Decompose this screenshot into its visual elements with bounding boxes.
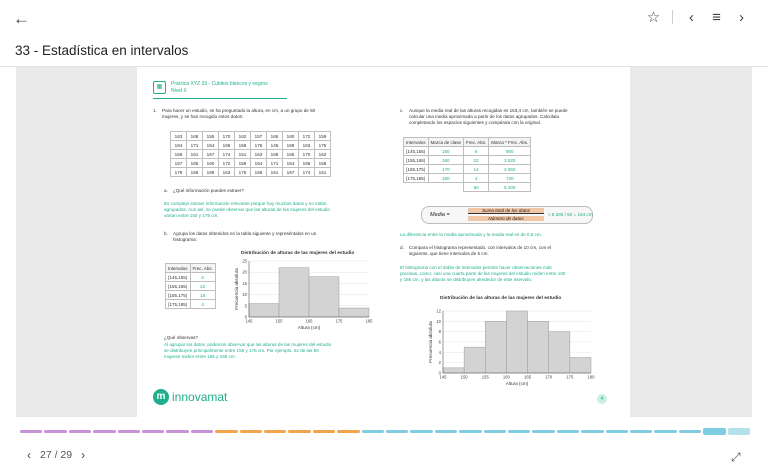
observe-answer-line2: se distribuyen principalmente entre 155 y 175 cm. Por ejemplo, 22 de las 50 — [164, 348, 319, 353]
table-cell: 151 — [235, 150, 251, 159]
histogram-bar — [443, 368, 464, 373]
table-cell: 169 — [203, 168, 219, 177]
table-row — [171, 150, 331, 159]
histogram-2-title: Distribución de las alturas de las mujeres del estudio — [440, 296, 562, 301]
histogram-bar — [506, 311, 527, 373]
class-mark-cell: 150 — [428, 147, 464, 156]
observe-answer-line1: Al agrupar los datos, podemos observar que las alturas de las mujeres del estudio — [164, 342, 332, 347]
menu-icon[interactable]: ≡ — [712, 8, 721, 26]
table-cell: 165 — [267, 132, 283, 141]
slide-stage — [16, 67, 752, 417]
interval-cell: [155,165) — [166, 282, 191, 291]
frequency-cell: 4 — [464, 174, 489, 183]
class-header-freq: Frec. Abs. — [464, 138, 489, 147]
table-cell: 163 — [299, 141, 315, 150]
table-cell: 174 — [219, 150, 235, 159]
y-tick-label: 10 — [242, 292, 247, 298]
progress-segment[interactable] — [679, 430, 701, 433]
pager-counter: 27 / 29 — [40, 449, 73, 461]
table-cell: 161 — [187, 150, 203, 159]
frequency-cell: 14 — [464, 165, 489, 174]
table-cell: 154 — [283, 159, 299, 168]
histogram-bar — [464, 347, 485, 373]
q1-number: 1. — [153, 108, 157, 113]
qd-answer — [400, 265, 625, 283]
x-tick-label: 145 — [245, 318, 253, 324]
cubes-icon: ▦ — [153, 81, 166, 94]
observe-answer-line3: mujeres miden entre 155 y 165 cm. — [164, 354, 237, 359]
prev-page-icon[interactable]: ‹ — [689, 8, 694, 26]
qd-text-line1: Compara el histograma representado, con intervalos de 10 cm, con el — [409, 245, 551, 250]
interval-cell: [145,155) — [404, 147, 429, 156]
x-tick-label: 175 — [566, 374, 574, 380]
qb-text-line2: histograma: — [173, 237, 198, 242]
interval-cell: [165,175) — [166, 291, 191, 300]
progress-segment[interactable] — [484, 430, 506, 433]
table-cell: 155 — [283, 150, 299, 159]
table-cell: 168 — [267, 150, 283, 159]
table-row — [404, 147, 531, 156]
histogram-bar — [528, 321, 549, 373]
header-level: Nivel X — [171, 88, 187, 94]
frequency-table — [165, 263, 216, 309]
class-header-mark: Marca de clase — [428, 138, 464, 147]
frequency-cell: 22 — [464, 156, 489, 165]
class-header-intervals: Intervalos — [404, 138, 429, 147]
header-title: Práctica XYZ 33 - Cubitos blancos y negros — [171, 81, 268, 87]
y-axis-label: Frecuencia absoluta — [234, 268, 239, 310]
qd-text — [409, 245, 624, 257]
pager — [27, 448, 85, 462]
fullscreen-icon[interactable]: ⤢ — [731, 450, 741, 464]
qc-text — [409, 108, 624, 126]
table-cell: 169 — [283, 141, 299, 150]
histogram-2 — [417, 303, 597, 393]
table-row — [404, 156, 531, 165]
formula-result: ≈ 8 200 / 50 = 164 cm — [548, 212, 593, 217]
table-cell: 162 — [235, 132, 251, 141]
qd-answer-line1: El histograma con el doble de intervalos permite hacer observaciones más — [400, 265, 552, 270]
table-cell: 160 — [203, 159, 219, 168]
table-cell: 179 — [171, 168, 187, 177]
progress-segment[interactable] — [191, 430, 213, 433]
worksheet-header — [153, 80, 287, 99]
histogram-bar — [485, 321, 506, 373]
x-tick-label: 155 — [275, 318, 283, 324]
product-cell: 900 — [489, 147, 531, 156]
logo-mark: m — [153, 389, 169, 405]
empty-cell — [428, 183, 464, 192]
y-tick-label: 5 — [244, 303, 247, 309]
progress-segment[interactable] — [532, 430, 554, 433]
progress-segment[interactable] — [435, 430, 457, 433]
qa-answer-line2: agrupados. Aun así, se puede observar que las alturas de las mujeres del estudio — [164, 207, 330, 212]
progress-segment[interactable] — [410, 430, 432, 433]
class-header-product: Marca * Frec. Abs. — [489, 138, 531, 147]
y-tick-label: 0 — [244, 314, 247, 320]
x-tick-label: 170 — [545, 374, 553, 380]
histogram-bar — [249, 304, 279, 317]
table-row — [171, 168, 331, 177]
product-cell: 2 060 — [489, 165, 531, 174]
table-cell: 166 — [219, 141, 235, 150]
table-row — [171, 132, 331, 141]
freq-header-count: Frec. Abs. — [190, 264, 215, 273]
y-tick-label: 15 — [242, 280, 247, 286]
qb-text — [173, 231, 373, 243]
progress-segment[interactable] — [557, 430, 579, 433]
x-tick-label: 180 — [587, 374, 595, 380]
table-cell: 159 — [315, 132, 331, 141]
table-cell: 158 — [315, 159, 331, 168]
table-cell: 157 — [251, 132, 267, 141]
table-cell: 174 — [299, 168, 315, 177]
histogram-bar — [570, 358, 591, 374]
progress-segment[interactable] — [386, 430, 408, 433]
x-axis-label: Altura (cm) — [505, 381, 529, 386]
table-cell: 160 — [283, 132, 299, 141]
qd-answer-line2: precisas, como: casi una cuarta parte de las mujeres del estudio miden entre 160 — [400, 271, 566, 276]
table-cell: 163 — [171, 132, 187, 141]
class-mark-cell: 170 — [428, 165, 464, 174]
progress-segment[interactable] — [288, 430, 310, 433]
x-tick-label: 165 — [305, 318, 313, 324]
table-cell: 170 — [219, 132, 235, 141]
progress-segment[interactable] — [44, 430, 66, 433]
q1-text-line2: mujeres, y se han recogido estos datos: — [162, 114, 244, 119]
class-mark-cell: 180 — [428, 174, 464, 183]
frequency-cell: 6 — [190, 273, 215, 282]
progress-segment[interactable] — [362, 430, 384, 433]
logo-text: innovamat — [172, 390, 228, 404]
page-title: 33 - Estadística en intervalos — [15, 43, 189, 58]
qc-answer: La diferencia entre la media aproximada y la media real es de 0,6 cm. — [400, 232, 542, 237]
table-cell: 154 — [203, 141, 219, 150]
qa-answer — [164, 201, 384, 219]
observe-answer — [164, 342, 384, 360]
totals-row — [404, 183, 531, 192]
q1-text — [162, 108, 377, 120]
table-cell: 165 — [187, 159, 203, 168]
toolbar-divider — [672, 10, 673, 24]
qc-text-line3: completando los espacios siguientes y compárala con la original. — [409, 120, 542, 125]
innovamat-logo — [153, 389, 227, 405]
progress-segment[interactable] — [142, 430, 164, 433]
x-tick-label: 145 — [439, 374, 447, 380]
histogram-1 — [229, 255, 379, 331]
class-mark-table — [403, 137, 531, 192]
table-cell: 156 — [171, 150, 187, 159]
frequency-cell: 6 — [464, 147, 489, 156]
table-cell: 145 — [267, 141, 283, 150]
y-tick-label: 4 — [438, 349, 441, 355]
x-tick-label: 165 — [524, 374, 532, 380]
progress-segment[interactable] — [69, 430, 91, 433]
table-cell: 164 — [251, 159, 267, 168]
table-cell: 151 — [315, 168, 331, 177]
interval-cell: [145,155) — [166, 273, 191, 282]
frequency-cell: 18 — [190, 291, 215, 300]
top-bar — [0, 0, 768, 36]
table-cell: 163 — [251, 150, 267, 159]
progress-segment[interactable] — [240, 430, 262, 433]
table-cell: 163 — [219, 168, 235, 177]
observe-question: ¿Qué observas? — [164, 335, 198, 340]
table-cell: 170 — [299, 150, 315, 159]
table-cell: 157 — [171, 159, 187, 168]
formula-label: Media = — [430, 212, 450, 218]
table-cell: 162 — [315, 150, 331, 159]
qd-label: d. — [400, 245, 404, 250]
pager-next-icon[interactable]: › — [81, 448, 86, 462]
histogram-1-title: Distribución de alturas de las mujeres del estudio — [241, 251, 355, 256]
table-row — [404, 174, 531, 183]
table-row — [404, 165, 531, 174]
table-cell: 175 — [315, 141, 331, 150]
table-cell: 155 — [203, 132, 219, 141]
progress-segment[interactable] — [264, 430, 286, 433]
x-tick-label: 150 — [460, 374, 468, 380]
y-axis-label: Frecuencia absoluta — [428, 321, 433, 363]
table-cell: 167 — [203, 150, 219, 159]
empty-cell — [404, 183, 429, 192]
total-product-cell: 8 200 — [489, 183, 531, 192]
table-row — [166, 273, 216, 282]
q1-text-line1: Para hacer un estudio, se ha preguntado la altura, en cm, a un grupo de 50 — [162, 108, 316, 113]
table-cell: 158 — [235, 141, 251, 150]
class-mark-cell: 160 — [428, 156, 464, 165]
table-cell: 156 — [251, 168, 267, 177]
table-row — [171, 141, 331, 150]
progress-segment[interactable] — [703, 428, 725, 435]
interval-cell: [155,165) — [404, 156, 429, 165]
progress-segment[interactable] — [118, 430, 140, 433]
table-row — [166, 300, 216, 309]
y-tick-label: 10 — [436, 318, 441, 324]
table-cell: 175 — [235, 168, 251, 177]
back-arrow-icon[interactable]: ← — [13, 9, 30, 28]
y-tick-label: 8 — [438, 329, 441, 335]
histogram-bar — [549, 332, 570, 373]
formula-denominator: Número de datos — [468, 216, 544, 221]
qc-text-line1: Aunque la media real de las alturas recogidas es 163,4 cm, también se puede — [409, 108, 568, 113]
table-cell: 172 — [219, 159, 235, 168]
table-cell: 164 — [171, 141, 187, 150]
product-cell: 720 — [489, 174, 531, 183]
product-cell: 3 520 — [489, 156, 531, 165]
x-axis-label: Altura (cm) — [297, 325, 321, 330]
frequency-cell: 4 — [190, 300, 215, 309]
y-tick-label: 6 — [438, 339, 441, 345]
histogram-bar — [279, 268, 309, 317]
toolbar-right — [641, 8, 754, 26]
interval-cell: [165,175) — [404, 165, 429, 174]
worksheet-page — [137, 67, 630, 417]
pager-prev-icon[interactable]: ‹ — [27, 448, 31, 462]
progress-segment[interactable] — [166, 430, 188, 433]
x-tick-label: 185 — [365, 318, 373, 324]
progress-segment[interactable] — [93, 430, 115, 433]
table-cell: 172 — [299, 132, 315, 141]
table-row — [166, 282, 216, 291]
table-cell: 167 — [283, 168, 299, 177]
mean-formula — [421, 206, 593, 224]
qb-label: b. — [164, 231, 168, 236]
page-number-badge: 4 — [597, 394, 607, 404]
table-row — [166, 291, 216, 300]
qa-text: ¿Qué información puedes extraer? — [173, 188, 244, 193]
y-tick-label: 20 — [242, 269, 247, 275]
histogram-bar — [339, 308, 369, 317]
histogram-bar — [309, 277, 339, 317]
qc-label: c. — [400, 108, 404, 113]
x-tick-label: 175 — [335, 318, 343, 324]
qa-answer-line1: Es complejo extraer información relevante porque hay muchos datos y no están — [164, 201, 327, 206]
qd-text-line2: siguiente, que tiene intervalos de 5 cm. — [409, 251, 489, 256]
x-tick-label: 155 — [481, 374, 489, 380]
slide-progress-bar[interactable] — [20, 428, 750, 436]
y-tick-label: 12 — [436, 308, 441, 314]
progress-segment[interactable] — [313, 430, 335, 433]
x-tick-label: 160 — [502, 374, 510, 380]
bookmark-icon[interactable]: ☆ — [646, 9, 661, 26]
qd-answer-line3: y 165 cm, y las alturas se distribuyen alrededor de este intervalo. — [400, 277, 533, 282]
frequency-cell: 22 — [190, 282, 215, 291]
freq-header-intervals: Intervalos — [166, 264, 191, 273]
y-tick-label: 0 — [438, 370, 441, 376]
qa-answer-line3: varían entre 150 y 179 cm. — [164, 213, 219, 218]
table-cell: 166 — [299, 159, 315, 168]
interval-cell: [175,185) — [404, 174, 429, 183]
progress-segment[interactable] — [20, 430, 42, 433]
progress-segment[interactable] — [508, 430, 530, 433]
next-page-icon[interactable]: › — [739, 8, 744, 26]
progress-segment[interactable] — [606, 430, 628, 433]
table-cell: 161 — [267, 168, 283, 177]
table-row — [171, 159, 331, 168]
progress-segment[interactable] — [654, 430, 676, 433]
table-cell: 156 — [187, 168, 203, 177]
qa-label: a. — [164, 188, 168, 193]
table-cell: 171 — [187, 141, 203, 150]
table-cell: 159 — [235, 159, 251, 168]
table-cell: 171 — [267, 159, 283, 168]
progress-segment[interactable] — [581, 430, 603, 433]
table-cell: 168 — [187, 132, 203, 141]
total-frequency-cell: 50 — [464, 183, 489, 192]
y-tick-label: 25 — [242, 258, 247, 264]
progress-segment[interactable] — [337, 430, 359, 433]
table-cell: 176 — [251, 141, 267, 150]
progress-segment[interactable] — [215, 430, 237, 433]
formula-numerator: Suma total de los datos — [468, 208, 544, 214]
interval-cell: [175,185) — [166, 300, 191, 309]
y-tick-label: 2 — [438, 360, 441, 366]
qb-text-line1: Agrupa los datos obtenidos en la tabla siguiente y represéntalos en un — [173, 231, 317, 236]
raw-data-table — [170, 131, 331, 177]
progress-segment[interactable] — [459, 430, 481, 433]
progress-segment[interactable] — [630, 430, 652, 433]
progress-segment[interactable] — [728, 428, 750, 435]
qc-text-line2: calcular una media aproximada a partir de los datos agrupados. Calcúlala — [409, 114, 559, 119]
